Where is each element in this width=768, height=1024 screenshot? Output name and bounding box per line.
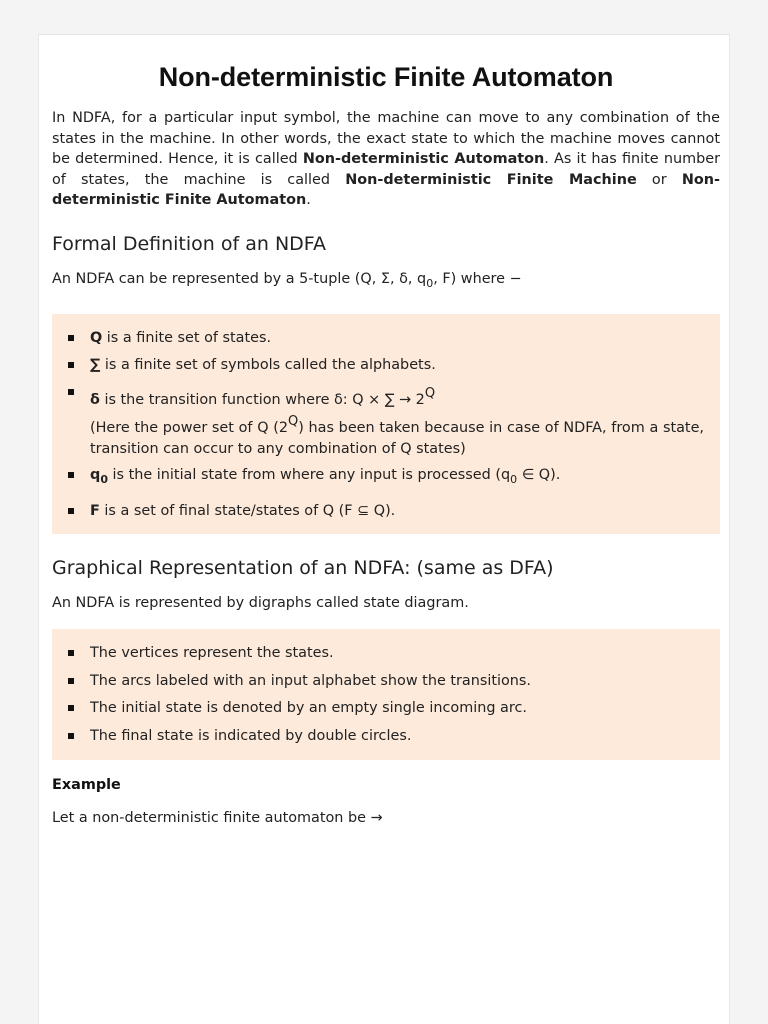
graphical-representation-heading: Graphical Representation of an NDFA: (same as DFA)	[52, 557, 554, 579]
delta-note-superscript: Q	[288, 414, 299, 429]
term-sigma-desc: is a finite set of symbols called the alphabets.	[100, 357, 436, 373]
graphical-representation-box	[52, 629, 720, 760]
square-bullet-icon	[68, 678, 74, 684]
graphical-representation-list	[68, 643, 704, 746]
list-item	[68, 671, 704, 692]
page-title: Non-deterministic Finite Automaton	[158, 62, 614, 92]
delta-note-a: (Here the power set of Q (2	[90, 420, 288, 436]
list-item	[68, 726, 704, 747]
intro-bold-3: Non-deterministic Finite Automaton	[52, 171, 720, 208]
list-item-text: The initial state is denoted by an empty single incoming arc.	[90, 700, 527, 716]
square-bullet-icon	[68, 335, 74, 341]
square-bullet-icon	[68, 389, 74, 395]
intro-text-3: or	[636, 171, 682, 188]
intro-bold-1: Non-deterministic Automaton	[302, 151, 545, 167]
list-item-text: The vertices represent the states.	[90, 645, 334, 661]
intro-bold-2: Non-deterministic Finite Machine	[345, 171, 637, 188]
intro-text-2: . As it has finite number of states, the machine is called	[52, 151, 720, 188]
intro-paragraph	[52, 108, 720, 211]
lead-text-b: , F) where −	[433, 270, 522, 287]
article-content	[52, 35, 720, 828]
formal-definition-list	[68, 328, 704, 522]
example-text: Let a non-deterministic finite automaton be →	[52, 810, 383, 826]
term-q: Q	[90, 329, 103, 346]
delta-superscript: Q	[424, 385, 436, 401]
article-card	[38, 34, 730, 1024]
square-bullet-icon	[68, 472, 74, 478]
square-bullet-icon	[68, 508, 74, 514]
square-bullet-icon	[68, 362, 74, 368]
delta-note-b: ) has been taken because in case of NDFA, from a state, transition can occur to any combination of Q states)	[90, 420, 705, 457]
term-q-desc: is a finite set of states.	[102, 329, 272, 346]
graphical-representation-lead: An NDFA is represented by digraphs called state diagram.	[52, 595, 469, 611]
term-q0: q	[90, 467, 101, 483]
list-item	[68, 643, 704, 664]
list-item-sigma	[68, 355, 704, 376]
list-item-text: The arcs labeled with an input alphabet show the transitions.	[90, 672, 532, 689]
list-item-q	[68, 328, 704, 349]
term-f-desc: is a set of final state/states of Q (F ⊆ Q).	[99, 502, 396, 519]
term-delta: δ	[90, 391, 100, 408]
term-q0-subscript: 0	[100, 473, 108, 486]
term-q0-desc-a: is the initial state from where any input is processed (q	[107, 467, 511, 483]
list-item-q0	[68, 465, 704, 491]
term-q0-desc-b: ∈ Q).	[517, 467, 561, 483]
delta-note	[90, 412, 704, 459]
intro-text-4: .	[306, 192, 311, 208]
list-item-f	[68, 501, 704, 522]
formal-definition-heading: Formal Definition of an NDFA	[52, 232, 326, 255]
list-item	[68, 698, 704, 719]
example-heading: Example	[52, 777, 121, 793]
term-sigma: ∑	[90, 357, 101, 373]
term-f: F	[90, 502, 100, 519]
square-bullet-icon	[68, 705, 74, 711]
lead-text-a: An NDFA can be represented by a 5-tuple (Q, Σ, δ, q	[52, 270, 427, 287]
square-bullet-icon	[68, 650, 74, 656]
square-bullet-icon	[68, 733, 74, 739]
term-delta-desc: is the transition function where δ: Q × ∑ → 2	[99, 391, 425, 408]
list-item-delta	[68, 384, 704, 460]
intro-text-1: In NDFA, for a particular input symbol, the machine can move to any combination of the states in the machine. In other words, the exact state to which the machine moves cannot be determined. Hence, it is called	[52, 110, 720, 167]
list-item-text: The final state is indicated by double circles.	[90, 727, 412, 744]
formal-definition-lead	[52, 269, 720, 294]
lead-subscript: 0	[426, 276, 434, 290]
term-q0-desc-subscript: 0	[510, 473, 518, 486]
delta-line	[90, 384, 704, 411]
formal-definition-box	[52, 314, 720, 535]
